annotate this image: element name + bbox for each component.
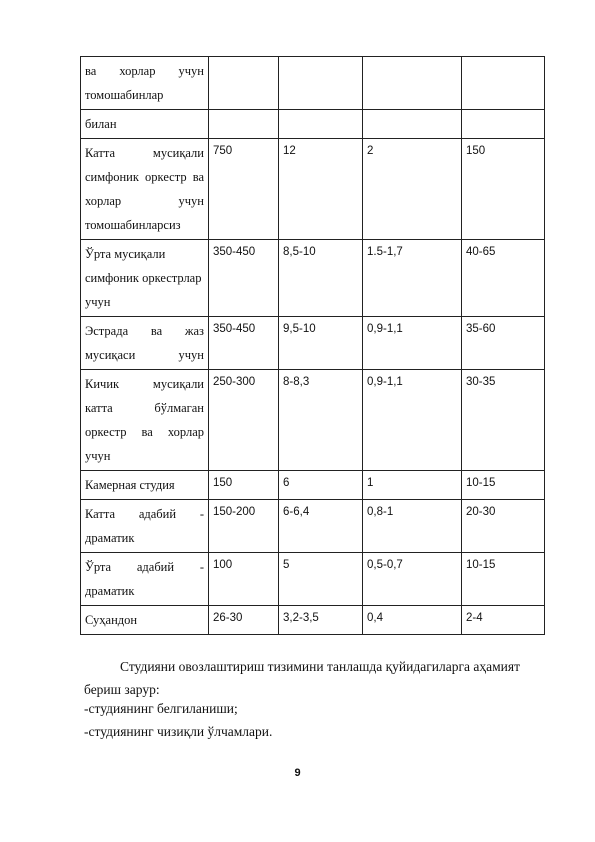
table-row [81,240,545,317]
value-cell: 40-65 [462,240,545,317]
value-cell: 100 [209,553,279,606]
paragraph-text: Студияни овозлаштириш тизимини танлашда қуйидагиларга аҳамият бериш зарур: [84,659,520,697]
row-name-cell: Ўрта адабий - драматик [81,553,209,606]
row-name-cell: Катта мусиқали симфоник оркестр ва хорлар учун томошабинларсиз [81,139,209,240]
table-row [81,139,545,240]
value-cell [209,57,279,110]
value-cell: 0,9-1,1 [363,370,462,471]
value-cell: 1 [363,471,462,500]
value-cell: 8-8,3 [279,370,363,471]
value-cell: 150-200 [209,500,279,553]
table-row [81,500,545,553]
table-row [81,370,545,471]
row-name-cell: Эстрада ва жаз мусиқаси учун [81,317,209,370]
table-row [81,57,545,110]
value-cell: 26-30 [209,606,279,635]
value-cell: 250-300 [209,370,279,471]
value-cell: 9,5-10 [279,317,363,370]
row-name-cell: Камерная студия [81,471,209,500]
value-cell: 6-6,4 [279,500,363,553]
table-row [81,471,545,500]
value-cell [279,110,363,139]
value-cell: 8,5-10 [279,240,363,317]
list-item: -студиянинг белгиланиши; [84,701,238,716]
row-name-cell: Ўрта мусиқали симфоник оркестрлар учун [81,240,209,317]
value-cell: 30-35 [462,370,545,471]
table-row [81,110,545,139]
value-cell: 6 [279,471,363,500]
value-cell: 35-60 [462,317,545,370]
value-cell: 0,5-0,7 [363,553,462,606]
body-paragraph [84,656,544,701]
value-cell [462,57,545,110]
table-row [81,317,545,370]
table-row [81,606,545,635]
value-cell: 2-4 [462,606,545,635]
value-cell: 10-15 [462,471,545,500]
value-cell: 0,9-1,1 [363,317,462,370]
value-cell: 0,4 [363,606,462,635]
row-name-cell: Суҳандон [81,606,209,635]
value-cell [279,57,363,110]
value-cell: 150 [209,471,279,500]
value-cell: 350-450 [209,317,279,370]
value-cell [209,110,279,139]
value-cell [462,110,545,139]
value-cell [363,110,462,139]
value-cell: 750 [209,139,279,240]
table-row [81,553,545,606]
value-cell: 0,8-1 [363,500,462,553]
page-number: 9 [294,767,301,779]
value-cell: 3,2-3,5 [279,606,363,635]
value-cell [363,57,462,110]
row-name-cell: ва хорлар учун томошабинлар [81,57,209,110]
studio-parameters-table [80,56,545,635]
value-cell: 12 [279,139,363,240]
row-name-cell: Катта адабий - драматик [81,500,209,553]
value-cell: 20-30 [462,500,545,553]
value-cell: 2 [363,139,462,240]
value-cell: 1.5-1,7 [363,240,462,317]
list-item: -студиянинг чизиқли ўлчамлари. [84,724,273,739]
row-name-cell: билан [81,110,209,139]
value-cell: 5 [279,553,363,606]
value-cell: 350-450 [209,240,279,317]
value-cell: 150 [462,139,545,240]
value-cell: 10-15 [462,553,545,606]
row-name-cell: Кичик мусиқали катта бўлмаган оркестр ва хорлар учун [81,370,209,471]
